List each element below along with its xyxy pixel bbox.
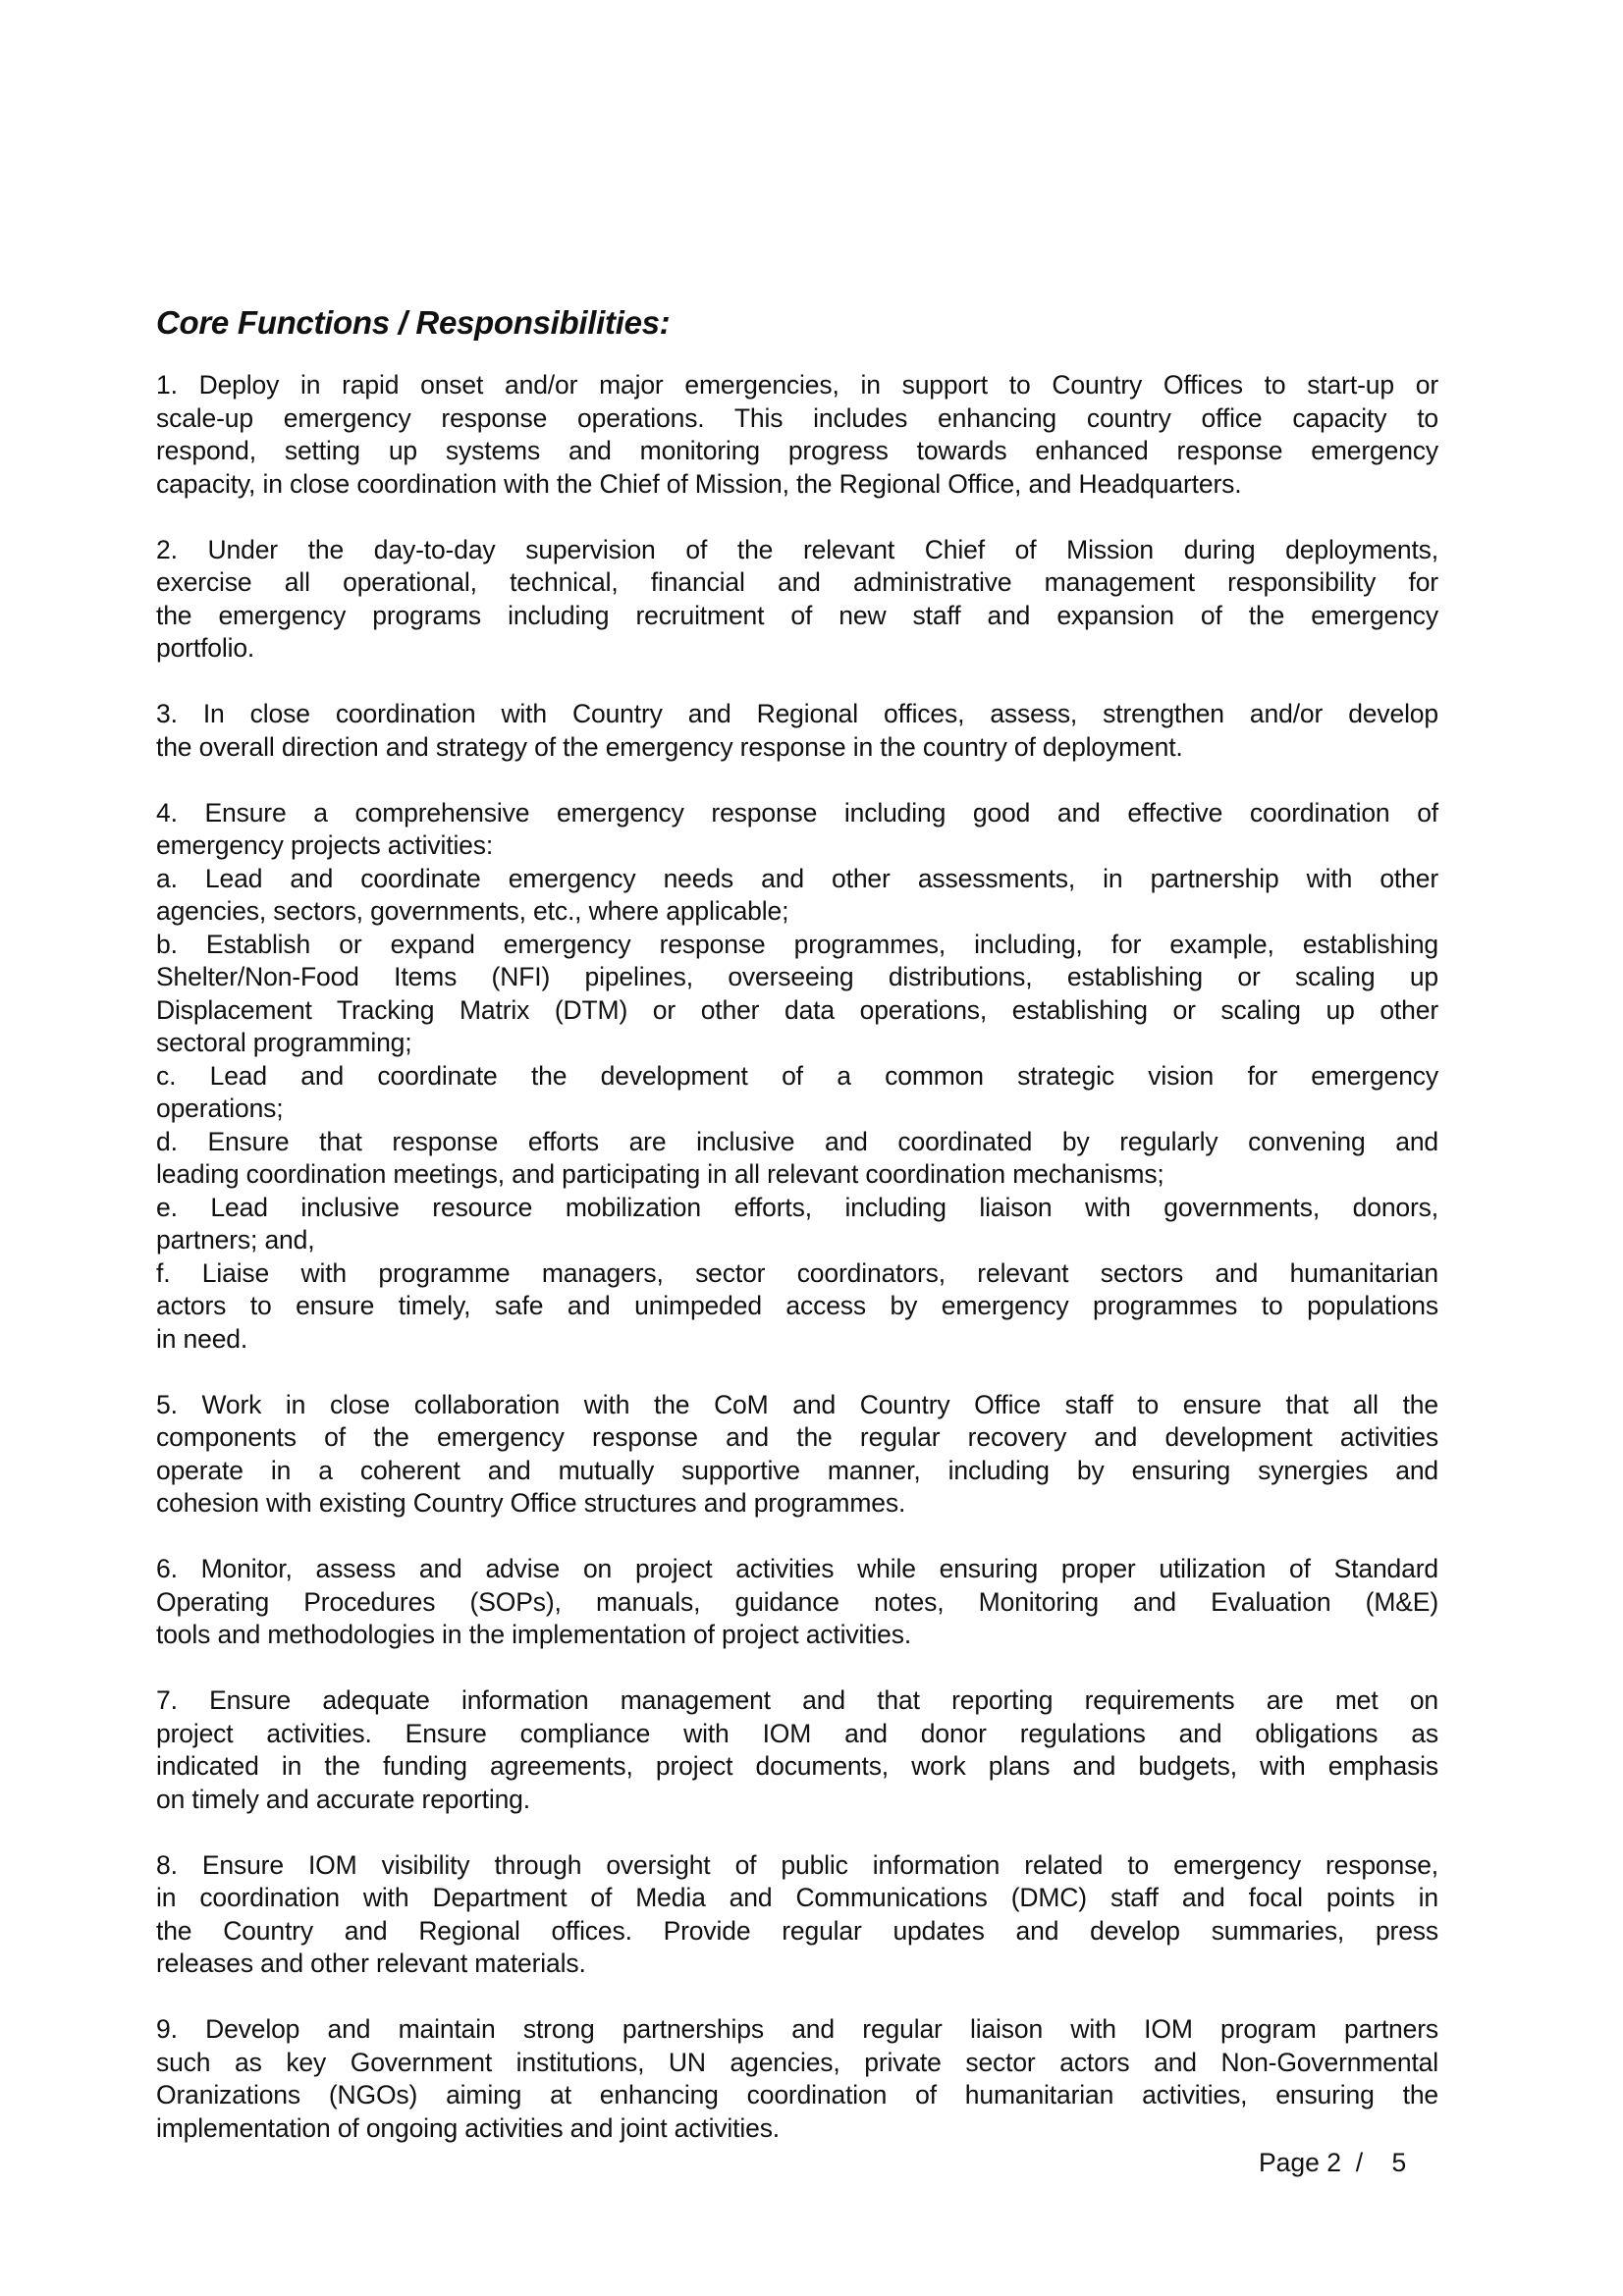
text-line: operations; bbox=[156, 1094, 284, 1123]
text-line: 5. Work in close collaboration with the CoM and Country Office staff to ensure that all the bbox=[156, 1389, 1438, 1419]
text-line: portfolio. bbox=[156, 633, 255, 663]
responsibility-item bbox=[156, 1389, 1438, 1521]
text-line: exercise all operational, technical, financial and administrative management responsibility for bbox=[156, 567, 1438, 597]
text-line: components of the emergency response and the regular recovery and development activities bbox=[156, 1422, 1438, 1452]
text-line: capacity, in close coordination with the Chief of Mission, the Regional Office, and Headquarters. bbox=[156, 468, 1242, 499]
text-line: 7. Ensure adequate information management and that reporting requirements are met on bbox=[156, 1685, 1438, 1715]
text-line: respond, setting up systems and monitoring progress towards enhanced response emergency bbox=[156, 436, 1438, 465]
text-line: 6. Monitor, assess and advise on project activities while ensuring proper utilization of Standard bbox=[156, 1554, 1438, 1583]
text-line: 4. Ensure a comprehensive emergency response including good and effective coordination of bbox=[156, 797, 1438, 828]
text-line: Operating Procedures (SOPs), manuals, guidance notes, Monitoring and Evaluation (M&E) bbox=[156, 1586, 1438, 1617]
text-line: indicated in the funding agreements, project documents, work plans and budgets, with emphasis bbox=[156, 1751, 1438, 1781]
text-line: tools and methodologies in the implementation of project activities. bbox=[156, 1620, 912, 1649]
responsibility-item bbox=[156, 698, 1438, 764]
section-heading: Core Functions / Responsibilities: bbox=[156, 304, 671, 341]
text-line: in coordination with Department of Media and Communications (DMC) staff and focal points in bbox=[156, 1883, 1438, 1912]
page-number: Page 2 / 5 bbox=[1259, 2148, 1407, 2177]
text-line: such as key Government institutions, UN agencies, private sector actors and Non-Governmental bbox=[156, 2047, 1438, 2077]
text-line: releases and other relevant materials. bbox=[156, 1949, 586, 1978]
text-line: partners; and, bbox=[156, 1225, 315, 1255]
text-line: actors to ensure timely, safe and unimpeded access by emergency programmes to populations bbox=[156, 1291, 1438, 1320]
text-line: Shelter/Non-Food Items (NFI) pipelines, overseeing distributions, establishing or scaling up bbox=[156, 962, 1438, 991]
text-line: the overall direction and strategy of the emergency response in the country of deployment. bbox=[156, 731, 1183, 762]
text-line: leading coordination meetings, and participating in all relevant coordination mechanisms; bbox=[156, 1159, 1164, 1189]
text-line: agencies, sectors, governments, etc., where applicable; bbox=[156, 896, 789, 926]
responsibility-subitem bbox=[156, 1060, 1438, 1126]
text-line: sectoral programming; bbox=[156, 1028, 412, 1057]
text-line: implementation of ongoing activities and joint activities. bbox=[156, 2112, 781, 2143]
text-line: 3. In close coordination with Country and Regional offices, assess, strengthen and/or develop bbox=[156, 699, 1438, 728]
text-line: c. Lead and coordinate the development of a common strategic vision for emergency bbox=[156, 1060, 1438, 1091]
responsibility-item bbox=[156, 369, 1438, 501]
text-line: on timely and accurate reporting. bbox=[156, 1784, 530, 1814]
text-line: the Country and Regional offices. Provide regular updates and develop summaries, press bbox=[156, 1915, 1438, 1946]
text-line: f. Liaise with programme managers, sector coordinators, relevant sectors and humanitarian bbox=[156, 1257, 1438, 1288]
responsibility-subitem bbox=[156, 1192, 1438, 1257]
text-line: Displacement Tracking Matrix (DTM) or other data operations, establishing or scaling up other bbox=[156, 994, 1438, 1025]
responsibility-item bbox=[156, 1849, 1438, 1981]
text-line: emergency projects activities: bbox=[156, 830, 494, 860]
text-line: cohesion with existing Country Office structures and programmes. bbox=[156, 1488, 906, 1518]
document-body bbox=[156, 302, 1438, 2178]
responsibility-item bbox=[156, 1553, 1438, 1652]
text-line: a. Lead and coordinate emergency needs and other assessments, in partnership with other bbox=[156, 863, 1438, 893]
text-line: Oranizations (NGOs) aiming at enhancing coordination of humanitarian activities, ensuring the bbox=[156, 2080, 1438, 2109]
responsibility-subitem bbox=[156, 1257, 1438, 1357]
text-line: 8. Ensure IOM visibility through oversight of public information related to emergency response, bbox=[156, 1849, 1438, 1880]
responsibility-item bbox=[156, 797, 1438, 1357]
text-line: e. Lead inclusive resource mobilization efforts, including liaison with governments, donors, bbox=[156, 1192, 1438, 1222]
responsibility-subitem bbox=[156, 1126, 1438, 1192]
text-line: 2. Under the day-to-day supervision of the relevant Chief of Mission during deployments, bbox=[156, 534, 1438, 564]
responsibility-item bbox=[156, 534, 1438, 666]
responsibility-item bbox=[156, 1684, 1438, 1816]
responsibility-item bbox=[156, 2013, 1438, 2145]
text-line: 9. Develop and maintain strong partnerships and regular liaison with IOM program partners bbox=[156, 2014, 1438, 2044]
text-line: project activities. Ensure compliance with IOM and donor regulations and obligations as bbox=[156, 1718, 1438, 1748]
text-line: in need. bbox=[156, 1323, 248, 1354]
text-line: d. Ensure that response efforts are inclusive and coordinated by regularly convening and bbox=[156, 1126, 1438, 1156]
text-line: the emergency programs including recruitment of new staff and expansion of the emergency bbox=[156, 600, 1438, 630]
responsibilities-list bbox=[156, 369, 1438, 2145]
responsibility-subitem bbox=[156, 863, 1438, 929]
text-line: operate in a coherent and mutually supportive manner, including by ensuring synergies and bbox=[156, 1455, 1438, 1485]
text-line: 1. Deploy in rapid onset and/or major emergencies, in support to Country Offices to start-up or bbox=[156, 370, 1438, 400]
responsibility-subitem bbox=[156, 929, 1438, 1060]
text-line: scale-up emergency response operations. This includes enhancing country office capacity to bbox=[156, 402, 1438, 433]
text-line: b. Establish or expand emergency response programmes, including, for example, establishing bbox=[156, 929, 1438, 959]
